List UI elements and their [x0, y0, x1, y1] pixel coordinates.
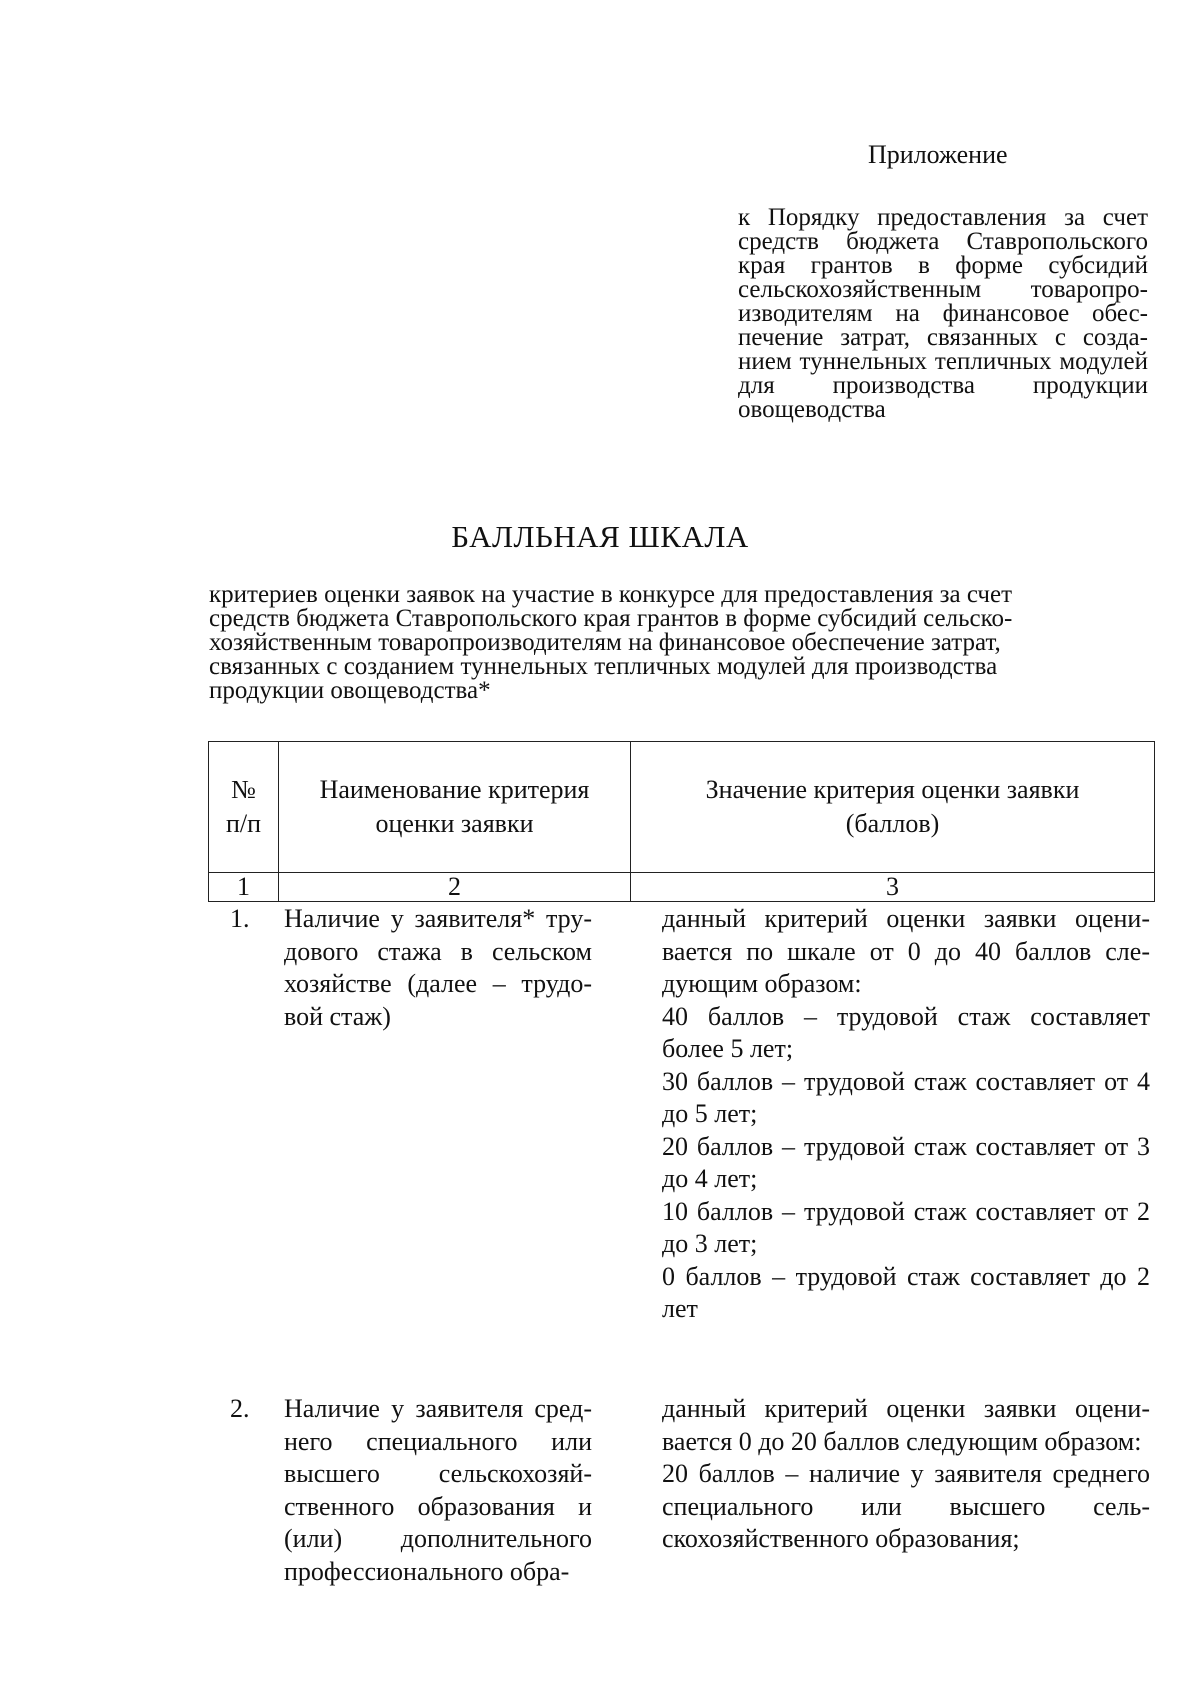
- row-number: 1.: [230, 904, 250, 933]
- subtitle-line: продукции овощеводства*: [209, 677, 491, 704]
- subtitle-line: критериев оценки заявок на участие в конкурсе для предоставления за счет: [209, 581, 1013, 608]
- value-paragraph: 10 баллов – трудовой стаж составляет от 2 до 3 лет;: [662, 1196, 1150, 1258]
- column-number: 3: [631, 873, 1155, 902]
- column-number: 1: [209, 873, 279, 902]
- subtitle-line: хозяйственным товаропроизводителям на финансовое обеспечение затрат,: [209, 629, 1001, 656]
- value-paragraph: 20 баллов – наличие у заявителя среднего специального или высшего сельскохозяйственного образования;: [662, 1459, 1150, 1553]
- row-criterion-value: [662, 1393, 1150, 1556]
- row-number: 2.: [230, 1394, 250, 1423]
- value-paragraph: данный критерий оценки заявки оценивается 0 до 20 баллов следующим образом:: [662, 1394, 1150, 1456]
- subtitle-line: связанных с созданием туннельных тепличных модулей для производства: [209, 653, 998, 680]
- row-criterion-name: Наличие у заявителя* трудового стажа в сельском хозяйстве (далее – трудовой стаж): [284, 904, 592, 1031]
- subtitle-line: средств бюджета Ставропольского края грантов в форме субсидий сельско-: [209, 605, 1013, 632]
- document-title: БАЛЛЬНАЯ ШКАЛА: [451, 519, 749, 554]
- document-subtitle: [209, 583, 1149, 703]
- appendix-title: Приложение: [868, 140, 1008, 169]
- row-criterion-name: Наличие у заявителя среднего специального или высшего сельскохозяйственного образования и (или) дополнительного профессионального обра-: [284, 1394, 592, 1586]
- criteria-table-header: [208, 741, 1155, 902]
- header-value: Значение критерия оценки заявки (баллов): [631, 742, 1155, 873]
- appendix-text: к Порядку предоставления за счет средств бюджета Ставропольского края грантов в форме субсидий сельскохозяйственным товаропроизводителям на финансовое обеспечение затрат, связанных с созданием туннельных тепличных модулей для производства продукции овощеводства: [738, 204, 1148, 423]
- value-paragraph: 40 баллов – трудовой стаж составляет более 5 лет;: [662, 1001, 1150, 1063]
- value-paragraph: 20 баллов – трудовой стаж составляет от 3 до 4 лет;: [662, 1131, 1150, 1193]
- header-num: № п/п: [209, 742, 279, 873]
- value-paragraph: 30 баллов – трудовой стаж составляет от 4 до 5 лет;: [662, 1066, 1150, 1128]
- value-paragraph: 0 баллов – трудовой стаж составляет до 2 лет: [662, 1261, 1150, 1323]
- column-number: 2: [279, 873, 631, 902]
- header-name: Наименование критерия оценки заявки: [279, 742, 631, 873]
- value-paragraph: данный критерий оценки заявки оценивается по шкале от 0 до 40 баллов следующим образом:: [662, 904, 1150, 998]
- row-criterion-value: [662, 903, 1150, 1326]
